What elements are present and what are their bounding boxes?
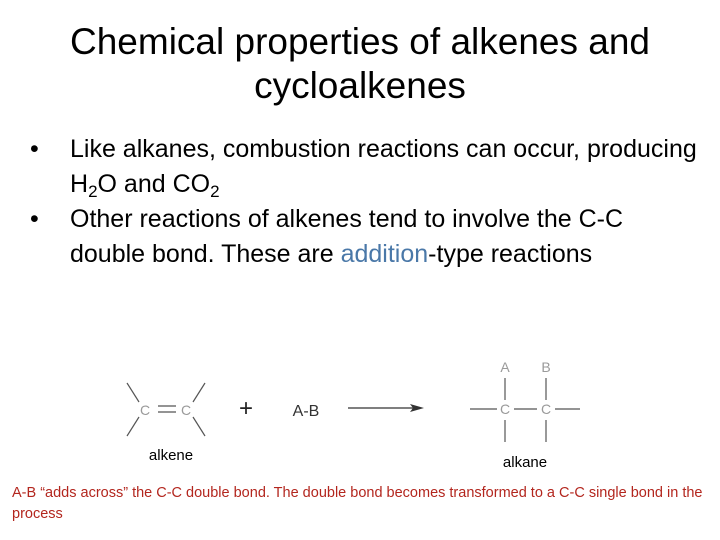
product-carbon-1: C xyxy=(499,401,511,417)
alkane-label: alkane xyxy=(502,454,548,471)
bullet1-text-b: O and CO xyxy=(97,170,211,198)
bullet-item-addition xyxy=(30,202,700,272)
alkene-carbon-1: C xyxy=(140,402,151,418)
bullet-icon: • xyxy=(30,135,39,163)
reaction-arrow xyxy=(348,404,424,412)
bullet-item-combustion xyxy=(30,132,700,202)
title-line-2: cycloalkenes xyxy=(254,65,466,106)
bullet1-subscript-co2: 2 xyxy=(210,182,220,201)
title-line-1: Chemical properties of alkenes and xyxy=(70,21,650,62)
alkane-structure xyxy=(470,359,580,471)
bullet1-text-a: Like alkanes, combustion reactions can occur, producing H xyxy=(70,135,697,198)
bullet2-text-a: Other reactions of alkenes tend to involve the C-C double bond. These are xyxy=(70,205,624,268)
caption-note: A-B “adds across” the C-C double bond. The double bond becomes transformed to a C-C single bond in the process xyxy=(12,485,703,522)
alkene-label: alkene xyxy=(148,447,194,464)
product-atom-b: B xyxy=(541,359,551,375)
alkene-bond-lower-left xyxy=(127,417,139,436)
plus-sign: + xyxy=(238,395,254,422)
bullet-list xyxy=(30,132,700,272)
product-atom-a: A xyxy=(500,359,510,375)
alkene-bond-upper-left xyxy=(127,383,139,402)
bullet2-text-b: -type reactions xyxy=(428,240,593,268)
addition-reaction-diagram xyxy=(0,340,720,480)
slide-title xyxy=(20,20,700,108)
reagent-ab: A-B xyxy=(292,403,320,420)
bullet2-highlight-addition: addition xyxy=(340,240,429,268)
alkene-bond-upper-right xyxy=(193,383,205,402)
alkene-bond-lower-right xyxy=(193,417,205,436)
alkene-structure xyxy=(127,383,205,464)
bullet1-subscript-h2o: 2 xyxy=(88,182,98,201)
product-carbon-2: C xyxy=(540,401,552,417)
alkene-carbon-2: C xyxy=(181,402,192,418)
bullet-icon: • xyxy=(30,205,39,233)
